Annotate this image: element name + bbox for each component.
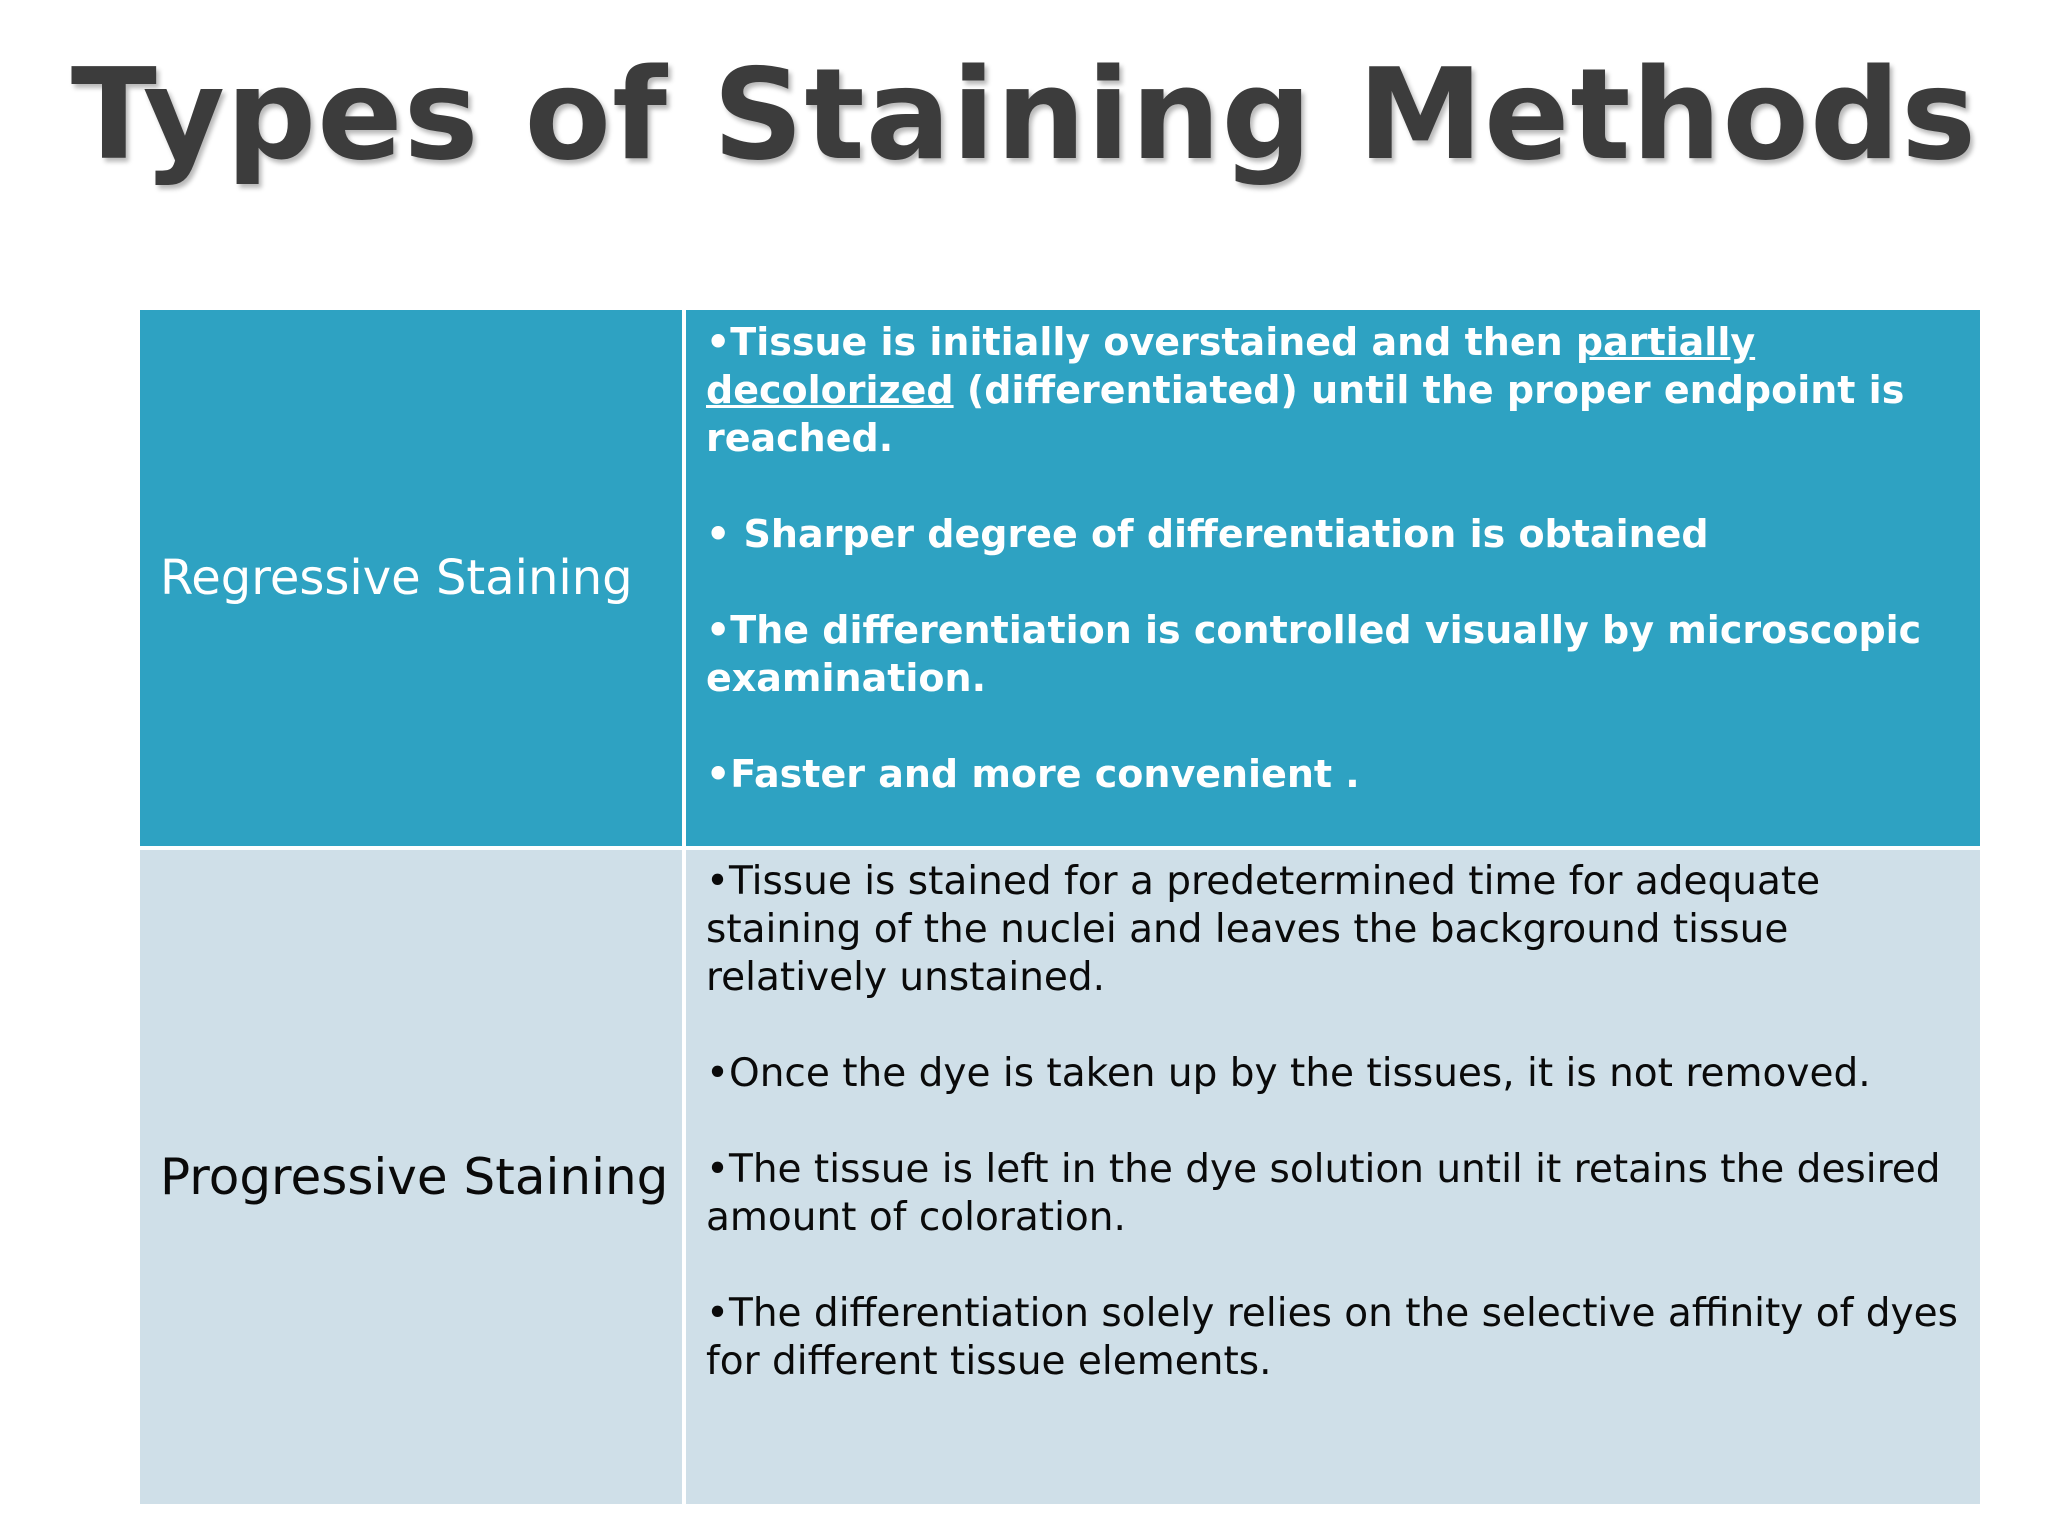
table-row-progressive (138, 848, 1982, 1506)
staining-methods-table (136, 306, 1984, 1508)
method-name-cell (138, 848, 684, 1506)
bullet-item (706, 318, 1960, 462)
method-name-cell (138, 308, 684, 848)
bullet-item: •Faster and more convenient . (706, 752, 1360, 796)
bullet-item: •The differentiation solely relies on the selective affinity of dyes for different tissue elements. (706, 1291, 1958, 1384)
method-name: Progressive Staining (160, 1148, 669, 1206)
method-description-cell (684, 308, 1982, 848)
method-name: Regressive Staining (160, 550, 633, 606)
bullet-item: • Sharper degree of differentiation is obtained (706, 512, 1709, 556)
method-description-cell (684, 848, 1982, 1506)
bullet-item: •Once the dye is taken up by the tissues, it is not removed. (706, 1051, 1871, 1096)
bullet-text: •Tissue is initially overstained and then (706, 320, 1576, 364)
bullet-text: (differentiated) until the proper endpoint is reached. (706, 368, 1905, 460)
underlined-term: partially decolorized (706, 320, 1756, 412)
slide-title: Types of Staining Methods (70, 41, 1978, 188)
table-row-regressive (138, 308, 1982, 848)
bullet-item: •The tissue is left in the dye solution until it retains the desired amount of coloration. (706, 1147, 1941, 1240)
bullet-item: •Tissue is stained for a predetermined time for adequate staining of the nuclei and leaves the background tissue relatively unstained. (706, 859, 1821, 1000)
bullet-item: •The differentiation is controlled visually by microscopic examination. (706, 608, 1922, 700)
